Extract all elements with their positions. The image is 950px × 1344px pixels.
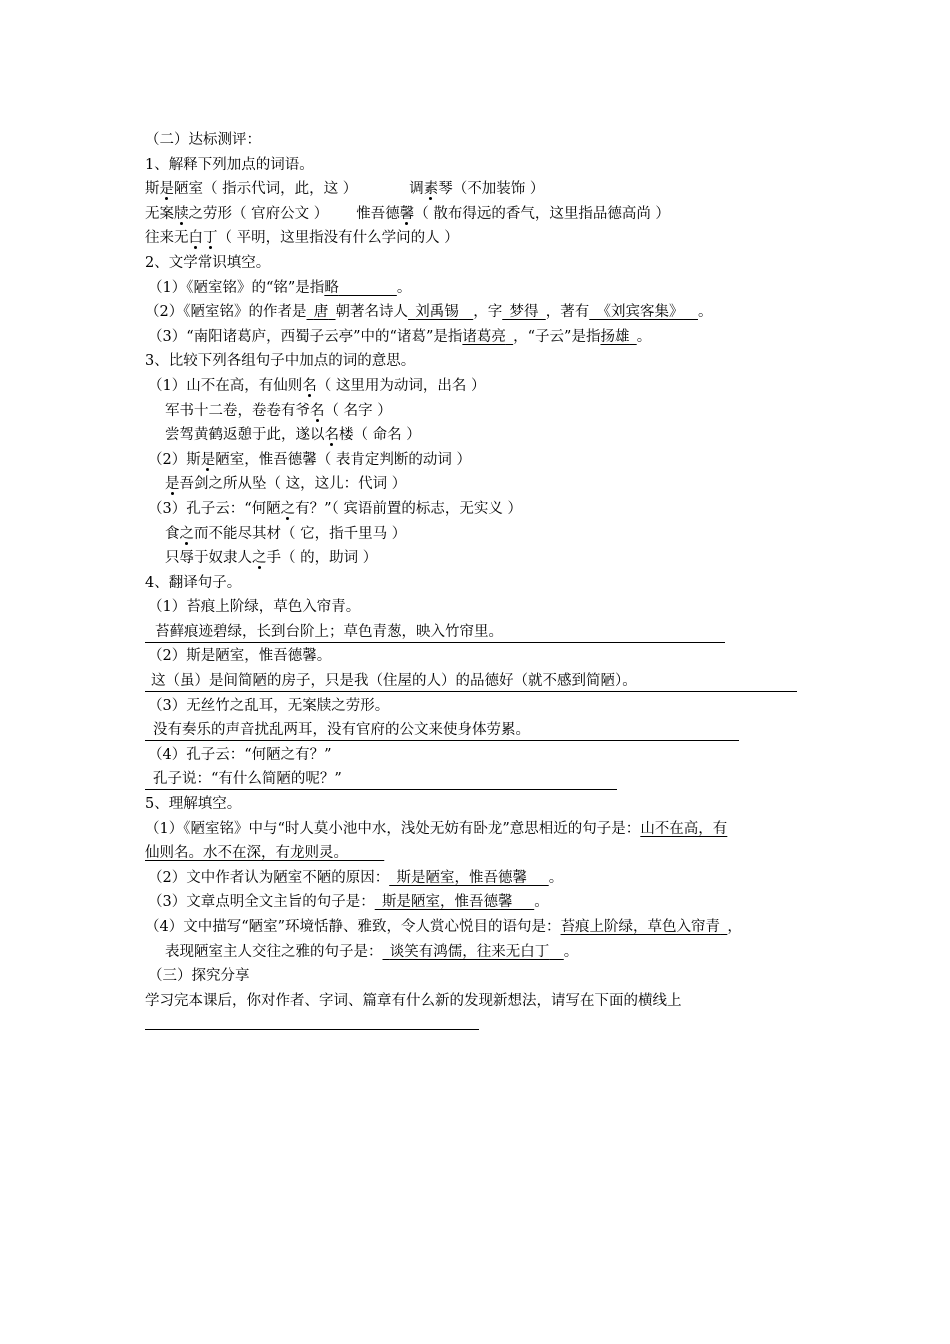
dotted-char: 名 [310,402,325,419]
answer: 山不在高，有 [640,820,728,837]
answer: 《刘宾客集》 [596,304,684,321]
q3-item: （2）斯是陋室，惟吾德馨（ 表肯定判断的动词 ） [148,451,471,468]
q4-prompt: （3）无丝竹之乱耳，无案牍之劳形。 [148,697,390,714]
answer: 苔痕上阶绿，草色入帘青 [560,919,721,935]
answer: 仙则名。水不在深，有龙则灵。 [145,845,348,862]
answer: 略 [324,279,339,296]
section-heading: （三）探究分享 [148,968,250,985]
q5-item-4: （4）文中描写“陋室”环境恬静、雅致，令人赏心悦目的语句是：苔痕上阶绿，草色入帘青 ， [145,919,742,935]
q3-item: 食之而不能尽其材（ 它，指千里马 ） [165,525,407,542]
q2-item-1: （1）《陋室铭》的“铭”是指略 。 [148,279,412,296]
q1-line-3: 往来无白丁（ 平明，这里指没有什么学问的人 ） [145,230,459,247]
dotted-char: 是 [159,181,174,198]
q4-answer-line: 苔藓痕迹碧绿，长到台阶上；草色青葱，映入竹帘里。 [145,620,825,645]
answer: 梦得 [509,304,539,321]
q3-item: 尝驾黄鹤返憩于此，遂以名楼（ 命名 ） [165,427,421,444]
q3-item: 是吾剑之所从坠（ 这，这儿：代词 ） [165,476,407,493]
q4-answer-line: 这（虽）是间简陋的房子，只是我（住屋的人）的品德好（就不感到简陋）。 [145,669,825,694]
q2-item-2: （2）《陋室铭》的作者是 唐 朝著名诗人 刘禹锡 ，字 梦得 ，著有 《刘宾客集》 。 [145,304,713,321]
q3-item: （3）孔子云：“何陋之有？”（ 宾语前置的标志，无实义 ） [148,500,523,517]
q4-answer-line: 孔子说：“有什么简陋的呢？” [145,767,825,792]
q5-item-1-cont [145,841,825,866]
q3-item: 军书十二卷，卷卷有爷名（ 名字 ） [165,402,392,419]
answer: 诸葛亮 [462,328,506,345]
answer: 唐 [313,304,329,321]
section-heading: （二）达标测评： [145,132,261,148]
dotted-char: 是 [165,476,180,493]
dotted-char: 名 [302,377,317,394]
answer-blank-line[interactable] [145,1013,825,1038]
q4-prompt: （1）苔痕上阶绿，草色入帘青。 [148,599,361,616]
q4-prompt: （2）斯是陋室，惟吾德馨。 [148,648,332,665]
dotted-char: 是 [200,451,216,468]
q5-item-1: （1）《陋室铭》中与“时人莫小池中水，浅处无妨有卧龙”意思相近的句子是：山不在高，有 [145,820,728,837]
q3-item: 只辱于奴隶人之手（ 的，助词 ） [165,550,378,567]
q2-item-3: （3）“南阳诸葛庐，西蜀子云亭”中的“诸葛”是指诸葛亮 ，“子云”是指扬雄 。 [148,328,652,345]
dotted-char: 丁 [203,230,218,247]
dotted-char: 牍 [174,205,189,222]
dotted-char: 馨 [399,205,415,222]
question-5-title: 5、理解填空。 [145,796,242,813]
dotted-char: 之 [179,525,194,542]
q5-item-2: （2）文中作者认为陋室不陋的原因： 斯是陋室，惟吾德馨 。 [148,869,564,886]
explore-prompt: 学习完本课后，你对作者、字词、篇章有什么新的发现新想法，请写在下面的横线上 [145,992,682,1009]
q1-line-1: 斯是陋室（ 指示代词，此，这 ） 调素琴（不加装饰 ） [145,181,545,198]
worksheet [145,128,825,1038]
question-2-title: 2、文学常识填空。 [145,254,271,271]
answer: 斯是陋室，惟吾德馨 [396,869,527,886]
q5-item-3: （3）文章点明全文主旨的句子是： 斯是陋室，惟吾德馨 。 [148,894,549,911]
q4-prompt: （4）孔子云：“何陋之有？” [148,746,332,763]
q4-answer-line: 没有奏乐的声音扰乱两耳，没有官府的公文来使身体劳累。 [145,718,825,743]
q1-line-2: 无案牍之劳形（ 官府公文 ） 惟吾德馨（ 散布得远的香气，这里指品德高尚 ） [145,205,670,222]
q3-item: （1）山不在高，有仙则名（ 这里用为动词，出名 ） [148,377,486,394]
question-1-title: 1、解释下列加点的词语。 [145,156,314,173]
dotted-char: 之 [252,550,267,567]
dotted-char: 素 [423,181,439,198]
answer: 谈笑有鸿儒，往来无白丁 [389,943,550,960]
dotted-char: 名 [324,427,339,444]
answer: 斯是陋室，惟吾德馨 [381,894,513,911]
answer: 扬雄 [600,328,630,345]
answer: 刘禹锡 [415,304,459,321]
question-3-title: 3、比较下列各组句子中加点的词的意思。 [145,353,416,370]
q5-item-5: 表现陋室主人交往之雅的句子是： 谈笑有鸿儒，往来无白丁 。 [165,943,579,960]
dotted-char: 白 [188,230,203,247]
dotted-char: 之 [280,500,296,517]
question-4-title: 4、翻译句子。 [145,574,242,591]
